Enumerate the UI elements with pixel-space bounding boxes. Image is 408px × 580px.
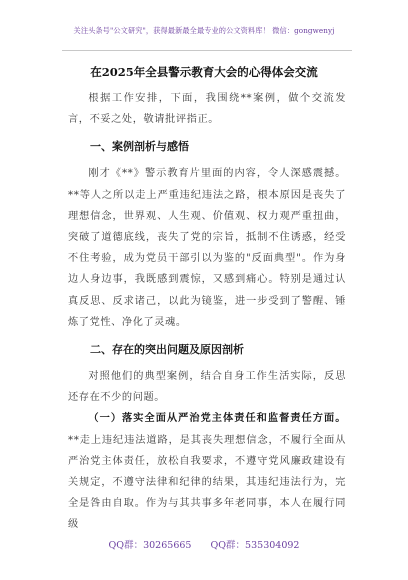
subsection-heading: （一）落实全面从严治党主体责任和监督责任方面。 bbox=[88, 412, 346, 425]
header-divider bbox=[62, 50, 352, 51]
section2-paragraph: 对照他们的典型案例，结合自身工作生活实际，反思还存在不少的问题。 bbox=[68, 371, 346, 404]
footer-qq-group-2: QQ群：535304092 bbox=[210, 540, 300, 551]
document-body bbox=[68, 88, 346, 536]
section-heading-2: 二、存在的突出问题及原因剖析 bbox=[90, 343, 244, 357]
subsection-text: **走上违纪违法道路，是其丧失理想信念，不履行全面从严治党主体责任，放松自我要求，不遵守党风廉政建设有关规定，不遵守法律和纪律的结果，其违纪违法行为，完全是咎由自取。作为与其共事多年老同事，本人在履行同级 bbox=[68, 434, 346, 531]
subsection-paragraph bbox=[68, 408, 346, 535]
intro-paragraph: 根据工作安排，下面，我围绕**案例，做个交流发言，不妥之处，敬请批评指正。 bbox=[68, 93, 346, 126]
section-heading-1: 一、案例剖析与感悟 bbox=[90, 140, 189, 154]
promo-banner: 关注头条号"公文研究"，获得最新最全最专业的公文资料库！ 微信：gongwenyj bbox=[73, 26, 335, 35]
footer-qq-group-1: QQ群：30265665 bbox=[108, 540, 192, 551]
footer-qq-groups bbox=[0, 537, 408, 551]
section1-paragraph: 刚才《**》警示教育片里面的内容，令人深感震撼。**等人之所以走上严重违纪违法之路，根本原因是丧失了理想信念，世界观、人生观、价值观、权力观严重扭曲，突破了道德底线，丧失了党的宗旨，抵制不住诱惑，经受不住考验，成为党员干部引以为鉴的"反面典型"。作为身边人身边事，我既感到震惊，又感到痛心。特别是通过认真反思、反求诸己，以此为镜鉴，进一步受到了警醒、锤炼了党性、净化了灵魂。 bbox=[68, 168, 346, 328]
document-title: 在2025年全县警示教育大会的心得体会交流 bbox=[90, 65, 318, 79]
